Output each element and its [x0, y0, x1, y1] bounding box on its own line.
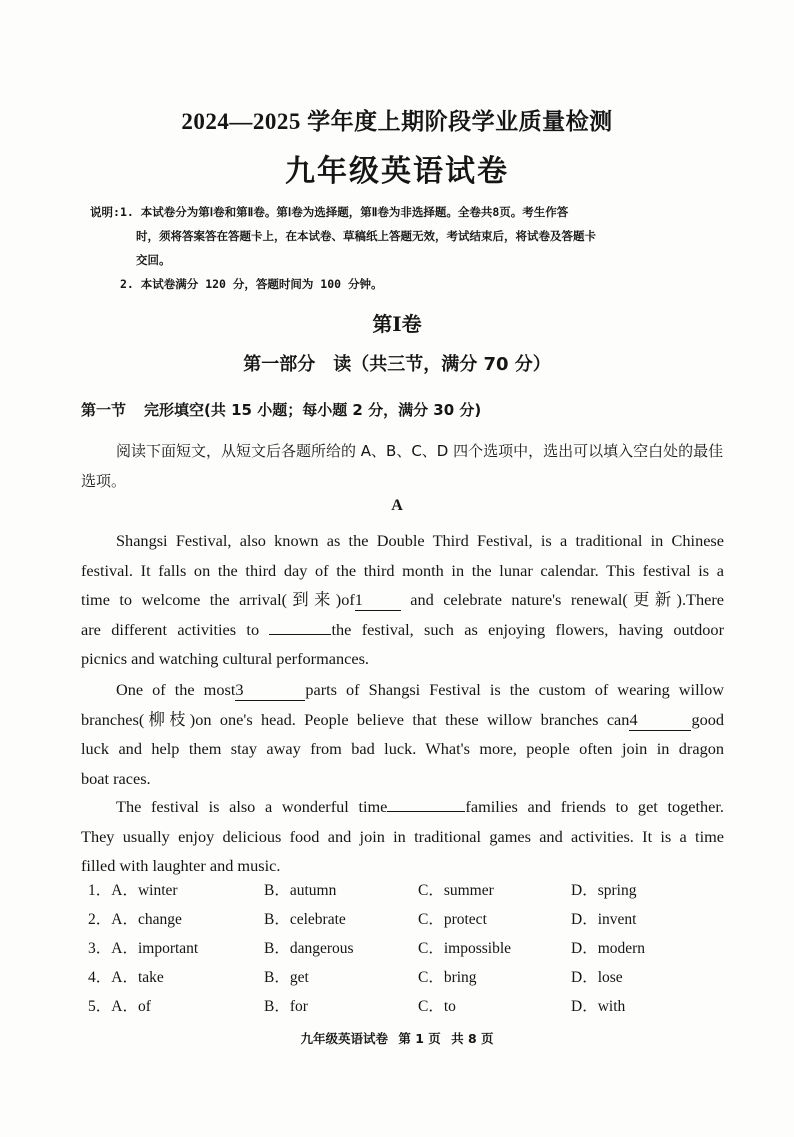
footer-page-number: 第 1 页	[398, 1031, 441, 1046]
option-b: B．dangerous	[264, 940, 354, 957]
exam-title: 2024—2025 学年度上期阶段学业质量检测	[181, 109, 613, 134]
option-a	[88, 907, 182, 929]
question-number: 3．	[88, 940, 112, 957]
question-number: 4．	[88, 969, 112, 986]
paragraph-line: boat races.	[81, 768, 151, 788]
note-1-line-3: 交回。	[136, 253, 171, 267]
note-1	[90, 200, 750, 224]
paragraph-line: picnics and watching cultural performances.	[81, 649, 369, 668]
question-row	[88, 994, 708, 1023]
footer-total-pages: 共 8 页	[451, 1031, 494, 1046]
option-c: C．impossible	[418, 940, 512, 957]
note-1-line-2: 时，须将答案答在答题卡上，在本试卷、草稿纸上答题无效，考试结束后，将试卷及答题卡	[136, 229, 596, 243]
paragraph-line	[81, 792, 724, 822]
option-c: C．protect	[418, 911, 487, 928]
footer-subject: 九年级英语试卷	[300, 1031, 388, 1046]
question-number: 5．	[88, 998, 112, 1015]
line-text: families and friends to get together.	[465, 797, 724, 816]
line-text: parts of Shangsi Festival is the custom of wearing willow	[305, 680, 725, 699]
part-heading: 第一部分 读（共三节，满分 70 分）	[243, 354, 551, 375]
paragraph-line: Shangsi Festival, also known as the Double Third Festival, is a traditional in Chinese	[116, 531, 724, 550]
option-b: B．for	[264, 998, 308, 1015]
question-options	[88, 878, 708, 1023]
question-row	[88, 907, 708, 936]
paragraph-line: They usually enjoy delicious food and join in traditional games and activities. It is a time	[81, 826, 724, 846]
paragraph-line: festival. It falls on the third day of the third month in the lunar calendar. This festival is a	[81, 560, 724, 580]
option-d: D．spring	[571, 882, 637, 899]
option-b: B．get	[264, 969, 309, 986]
line-text: One of the most	[116, 680, 236, 699]
section-title: 完形填空(共 15 小题；每小题 2 分，满分 30 分)	[144, 401, 482, 419]
passage-paragraph-3	[81, 792, 724, 881]
option-a-text: A．change	[111, 911, 182, 928]
paragraph-line	[81, 705, 724, 735]
blank-4: 4	[629, 710, 691, 731]
question-row	[88, 936, 708, 965]
blank-2	[269, 634, 331, 635]
exam-subtitle: 九年级英语试卷	[285, 154, 509, 189]
passage-paragraph-2	[81, 675, 724, 793]
line-text: branches(柳枝)on one's head. People believe that these willow branches can	[81, 709, 630, 729]
passage-paragraph-1	[81, 526, 724, 674]
option-d: D．invent	[571, 911, 637, 928]
blank-1: 1	[355, 590, 401, 611]
question-number: 2．	[88, 911, 112, 928]
line-text: and celebrate nature's renewal(更新).There	[400, 590, 724, 609]
option-d: D．with	[571, 998, 626, 1015]
blank-5	[387, 811, 465, 812]
question-row	[88, 878, 708, 907]
option-c: C．summer	[418, 882, 494, 899]
paragraph-line	[81, 615, 724, 645]
line-text: the festival, such as enjoying flowers, having outdoor	[331, 619, 724, 639]
option-a	[88, 994, 151, 1016]
question-number: 1．	[88, 882, 112, 899]
option-a	[88, 936, 198, 958]
passage-label: A	[391, 497, 403, 514]
line-text: The festival is also a wonderful time	[116, 797, 388, 816]
option-c: C．to	[418, 998, 456, 1015]
option-a-text: A．winter	[111, 882, 178, 899]
option-a	[88, 965, 164, 987]
option-a-text: A．take	[111, 969, 164, 986]
option-b: B．autumn	[264, 882, 337, 899]
option-d: D．modern	[571, 940, 646, 957]
instructions: 阅读下面短文，从短文后各题所给的 A、B、C、D 四个选项中，选出可以填入空白处的最佳选项。	[81, 442, 724, 490]
section-heading	[81, 399, 481, 420]
exam-notes	[90, 200, 750, 296]
notes-label: 说明:	[90, 205, 120, 219]
paragraph-line: filled with laughter and music.	[81, 856, 281, 875]
page-footer	[0, 1029, 794, 1047]
line-text: are different activities to	[81, 619, 270, 639]
option-a-text: A．important	[111, 940, 199, 957]
volume-heading: 第Ⅰ卷	[372, 312, 422, 336]
option-a-text: A．of	[111, 998, 151, 1015]
paragraph-line: luck and help them stay away from bad luck. What's more, people often join in dragon	[81, 739, 724, 758]
paragraph-line	[81, 585, 724, 615]
note-1-line-1: 1. 本试卷分为第Ⅰ卷和第Ⅱ卷。第Ⅰ卷为选择题，第Ⅱ卷为非选择题。全卷共8页。考生作答	[120, 205, 569, 219]
section-name: 第一节	[81, 401, 127, 419]
line-text: good	[691, 709, 724, 729]
option-d: D．lose	[571, 969, 623, 986]
question-row	[88, 965, 708, 994]
note-2: 2. 本试卷满分 120 分，答题时间为 100 分钟。	[120, 277, 383, 291]
option-a	[88, 878, 178, 900]
line-text: time to welcome the arrival(到来)of	[81, 590, 355, 609]
option-b: B．celebrate	[264, 911, 346, 928]
blank-3: 3	[235, 680, 305, 701]
paragraph-line	[81, 675, 724, 705]
option-c: C．bring	[418, 969, 477, 986]
